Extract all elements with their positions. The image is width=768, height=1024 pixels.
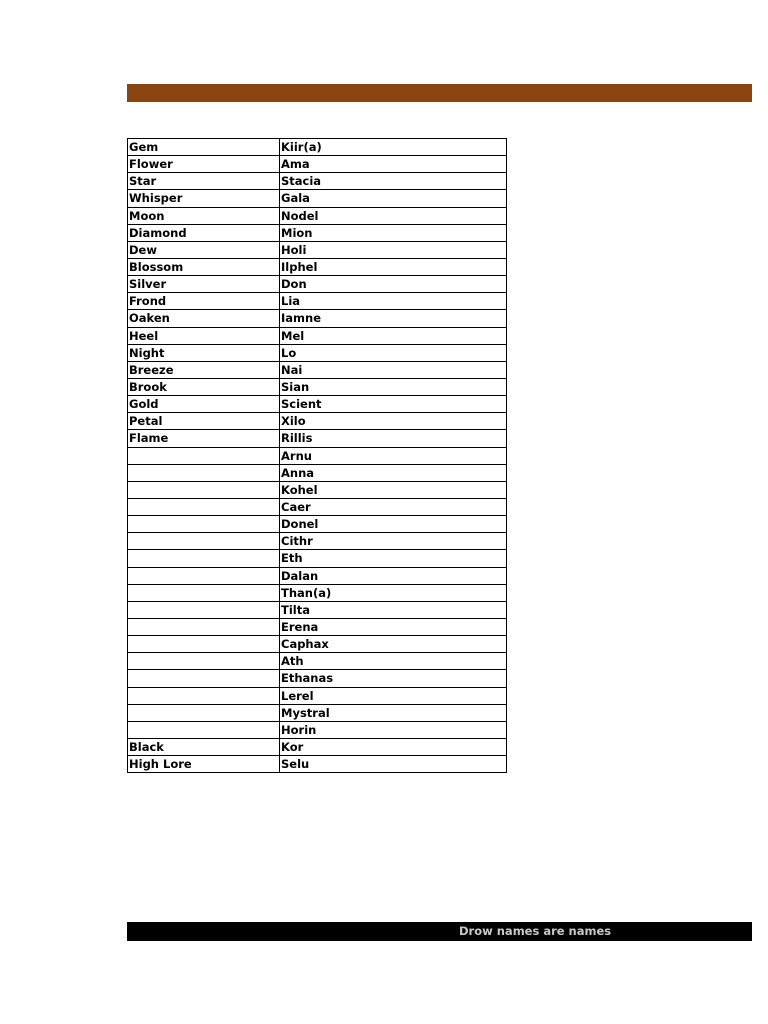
table-row <box>128 636 507 653</box>
drow-name-cell: Caer <box>280 498 507 515</box>
drow-name-cell: Ama <box>280 156 507 173</box>
drow-name-cell: Arnu <box>280 447 507 464</box>
table-row <box>128 378 507 395</box>
common-word-cell: Blossom <box>128 258 280 275</box>
common-word-cell <box>128 567 280 584</box>
table-row <box>128 430 507 447</box>
common-word-cell <box>128 550 280 567</box>
drow-name-cell: Mel <box>280 327 507 344</box>
common-word-cell: Star <box>128 173 280 190</box>
common-word-cell: Whisper <box>128 190 280 207</box>
common-word-cell: Flame <box>128 430 280 447</box>
table-row <box>128 738 507 755</box>
common-word-cell <box>128 636 280 653</box>
drow-name-cell: Don <box>280 276 507 293</box>
table-row <box>128 464 507 481</box>
drow-name-cell: Holi <box>280 241 507 258</box>
common-word-cell: Silver <box>128 276 280 293</box>
drow-name-cell: Sian <box>280 378 507 395</box>
common-word-cell: Gold <box>128 396 280 413</box>
table-row <box>128 601 507 618</box>
table-row <box>128 481 507 498</box>
common-word-cell <box>128 653 280 670</box>
footer-text: Drow names are names <box>459 924 612 938</box>
common-word-cell: Moon <box>128 207 280 224</box>
table-row <box>128 241 507 258</box>
drow-name-cell: Ethanas <box>280 670 507 687</box>
table-row <box>128 413 507 430</box>
drow-name-cell: Lia <box>280 293 507 310</box>
common-word-cell <box>128 464 280 481</box>
drow-name-cell: Rillis <box>280 430 507 447</box>
common-word-cell <box>128 687 280 704</box>
table-row <box>128 361 507 378</box>
common-word-cell: Heel <box>128 327 280 344</box>
table-row <box>128 156 507 173</box>
drow-name-cell: Horin <box>280 721 507 738</box>
common-word-cell <box>128 584 280 601</box>
header-bar <box>127 84 752 102</box>
table-row <box>128 293 507 310</box>
common-word-cell: Flower <box>128 156 280 173</box>
common-word-cell <box>128 601 280 618</box>
table-row <box>128 653 507 670</box>
common-word-cell <box>128 670 280 687</box>
drow-name-cell: Iamne <box>280 310 507 327</box>
common-word-cell: Black <box>128 738 280 755</box>
table-row <box>128 516 507 533</box>
drow-name-cell: Selu <box>280 756 507 773</box>
table-row <box>128 344 507 361</box>
footer-bar <box>127 922 752 941</box>
common-word-cell: Dew <box>128 241 280 258</box>
table-row <box>128 498 507 515</box>
table-row <box>128 533 507 550</box>
common-word-cell <box>128 516 280 533</box>
table-row <box>128 139 507 156</box>
drow-name-cell: Than(a) <box>280 584 507 601</box>
drow-name-cell: Gala <box>280 190 507 207</box>
common-word-cell: High Lore <box>128 756 280 773</box>
common-word-cell: Frond <box>128 293 280 310</box>
table-row <box>128 550 507 567</box>
common-word-cell: Diamond <box>128 224 280 241</box>
table-row <box>128 207 507 224</box>
common-word-cell <box>128 481 280 498</box>
drow-name-cell: Nodel <box>280 207 507 224</box>
drow-name-cell: Tilta <box>280 601 507 618</box>
table-row <box>128 618 507 635</box>
table-row <box>128 327 507 344</box>
table-row <box>128 567 507 584</box>
table-row <box>128 173 507 190</box>
drow-name-cell: Lerel <box>280 687 507 704</box>
drow-name-cell: Lo <box>280 344 507 361</box>
table-row <box>128 258 507 275</box>
drow-name-cell: Mystral <box>280 704 507 721</box>
drow-name-cell: Donel <box>280 516 507 533</box>
drow-name-cell: Caphax <box>280 636 507 653</box>
table-row <box>128 190 507 207</box>
common-word-cell: Petal <box>128 413 280 430</box>
drow-name-cell: Kiir(a) <box>280 139 507 156</box>
table-row <box>128 704 507 721</box>
drow-name-cell: Anna <box>280 464 507 481</box>
drow-name-cell: Erena <box>280 618 507 635</box>
table-row <box>128 670 507 687</box>
table-row <box>128 584 507 601</box>
names-table <box>127 138 507 773</box>
table-row <box>128 310 507 327</box>
drow-name-cell: Kohel <box>280 481 507 498</box>
common-word-cell <box>128 498 280 515</box>
drow-name-cell: Dalan <box>280 567 507 584</box>
common-word-cell <box>128 704 280 721</box>
common-word-cell: Oaken <box>128 310 280 327</box>
table-row <box>128 447 507 464</box>
drow-name-cell: Stacia <box>280 173 507 190</box>
common-word-cell: Brook <box>128 378 280 395</box>
drow-name-cell: Mion <box>280 224 507 241</box>
drow-name-cell: Kor <box>280 738 507 755</box>
common-word-cell <box>128 533 280 550</box>
common-word-cell: Breeze <box>128 361 280 378</box>
common-word-cell <box>128 721 280 738</box>
common-word-cell <box>128 618 280 635</box>
drow-name-cell: Nai <box>280 361 507 378</box>
table-row <box>128 276 507 293</box>
drow-name-cell: Scient <box>280 396 507 413</box>
common-word-cell <box>128 447 280 464</box>
table-row <box>128 224 507 241</box>
table-row <box>128 721 507 738</box>
drow-name-cell: Xilo <box>280 413 507 430</box>
table-row <box>128 687 507 704</box>
drow-name-cell: Cithr <box>280 533 507 550</box>
names-table-body <box>128 139 507 773</box>
drow-name-cell: Ilphel <box>280 258 507 275</box>
table-row <box>128 396 507 413</box>
drow-name-cell: Ath <box>280 653 507 670</box>
common-word-cell: Night <box>128 344 280 361</box>
drow-name-cell: Eth <box>280 550 507 567</box>
table-row <box>128 756 507 773</box>
common-word-cell: Gem <box>128 139 280 156</box>
